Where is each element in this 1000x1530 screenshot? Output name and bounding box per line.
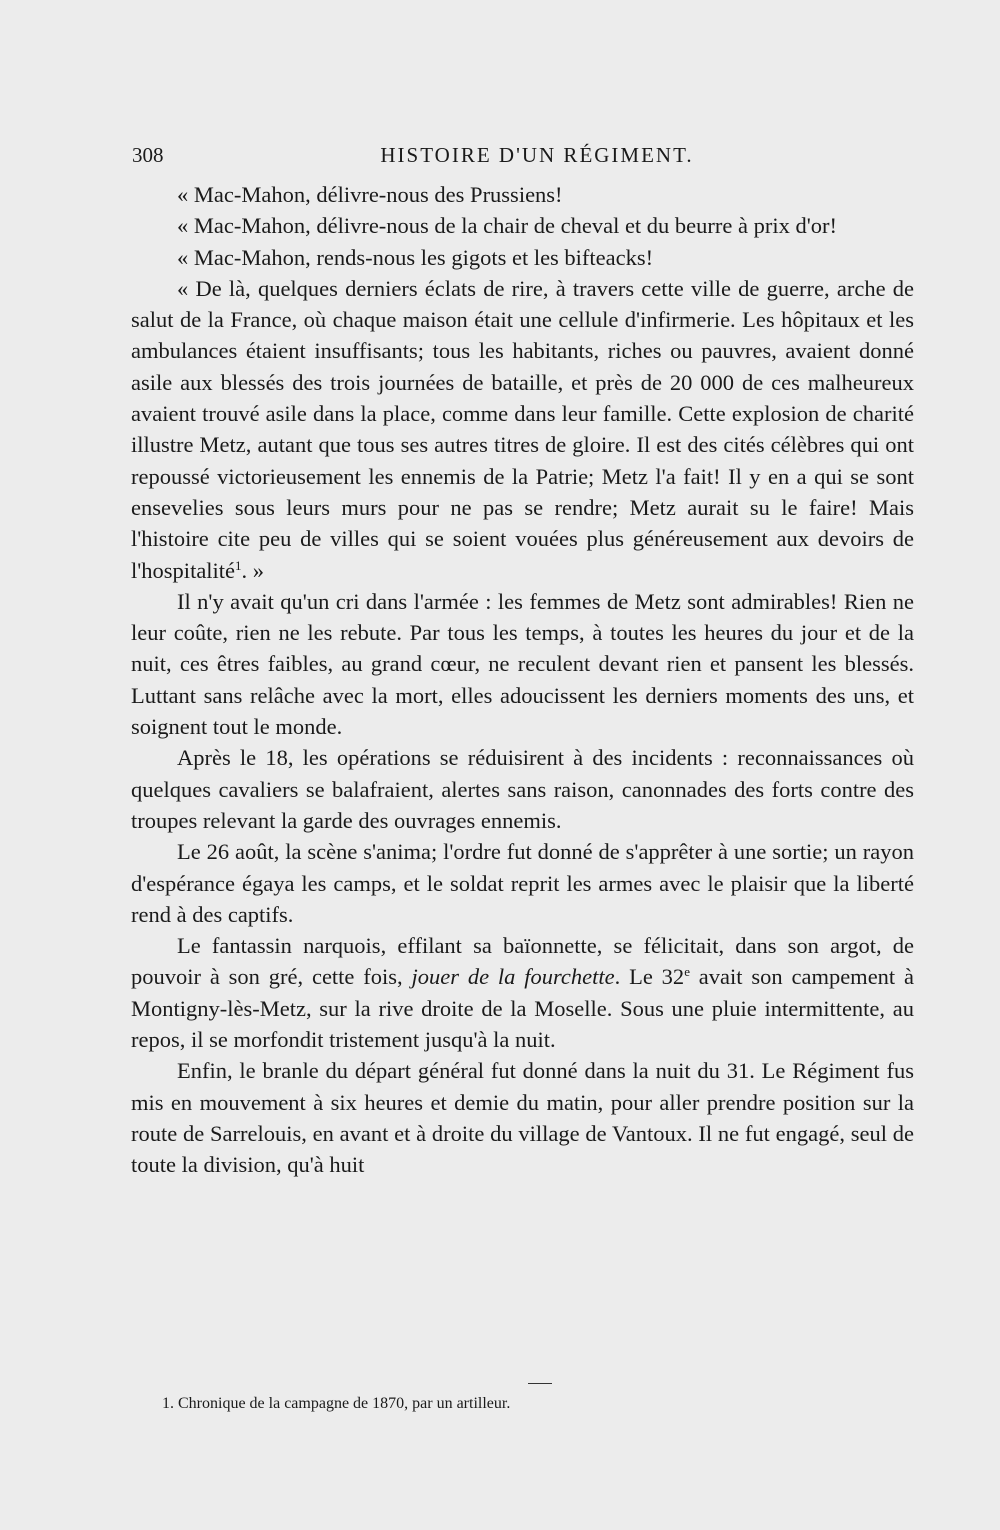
paragraph: Après le 18, les opérations se réduisirent à des incidents : reconnaissances où quelques cavaliers se balafraient, alertes sans raison, canonnades des forts contre des troupes relevant la garde des ouvrages ennemis.: [131, 745, 914, 833]
footnote-number: 1.: [162, 1395, 174, 1412]
paragraph-text: . Le 32: [614, 964, 685, 990]
paragraph: « Mac-Mahon, délivre-nous des Prussiens!: [177, 182, 563, 207]
paragraph-text: avait son campement à Montigny-lès-Metz, sur la rive droite de la Moselle. Sous une pluie intermittente, au repos, il se morfondit tristement jusqu'à la nuit.: [131, 964, 915, 1053]
paragraph: Le 26 août, la scène s'anima; l'ordre fut donné de s'apprêter à une sortie; un rayon d'espérance égaya les camps, et le soldat reprit les armes avec le plaisir que la liberté rend à des captifs.: [131, 839, 914, 927]
paragraph: Enfin, le branle du départ général fut donné dans la nuit du 31. Le Régiment fus mis en mouvement à six heures et demie du matin, pour aller prendre position sur la route de Sarrelouis, en avant et à droite du village de Vantoux. Il ne fut engagé, seul de toute la division, qu'à huit: [131, 1058, 914, 1178]
footnote-separator: [528, 1383, 552, 1384]
paragraph: « Mac-Mahon, délivre-nous de la chair de cheval et du beurre à prix d'or!: [177, 213, 838, 239]
paragraph: « Mac-Mahon, rends-nous les gigots et les bifteacks!: [177, 244, 654, 270]
body-text: [131, 179, 914, 1181]
paragraph: Il n'y avait qu'un cri dans l'armée : les femmes de Metz sont admirables! Rien ne leur coûte, rien ne les rebute. Par tous les temps, à toutes les heures du jour et de la nuit, ces êtres faibles, au grand cœur, ne reculent devant rien et pansent les blessés. Luttant sans relâche avec la mort, elles adoucissent les derniers moments des uns, et soignent tout le monde.: [131, 588, 914, 740]
paragraph-text: Le fantassin narquois, effilant sa baïonnette, se félicitait, dans son argot, de pouvoir à son gré, cette fois,: [131, 933, 914, 990]
italic-phrase: jouer de la fourchette: [411, 964, 615, 990]
page-number: 308: [132, 143, 164, 167]
quote-close: . »: [241, 557, 265, 583]
ordinal-superscript: e: [684, 964, 690, 980]
footnote-reference: 1: [235, 557, 242, 573]
paragraph-text: « De là, quelques derniers éclats de rire, à travers cette ville de guerre, arche de salut de la France, où chaque maison était une cellule d'infirmerie. Les hôpitaux et les ambulances étaient insuffisants; tous les habitants, riches ou pauvres, avaient donné asile aux blessés des trois journées de bataille, et près de 20 000 de ces malheureux avaient trouvé asile dans la place, comme dans leur famille. Cette explosion de charité illustre Metz, autant que tous ses autres titres de gloire. Il est des cités célèbres qui ont repoussé victorieusement les ennemis de la Patrie; Metz l'a fait! Il y en a qui se sont ensevelies sous leurs murs pour ne pas se rendre; Metz aurait su le faire! Mais l'histoire cite peu de villes qui se soient vouées plus généreusement aux devoirs de l'hospitalité: [131, 275, 914, 583]
paragraph: [131, 930, 914, 1055]
running-title: HISTOIRE D'UN RÉGIMENT.: [380, 143, 694, 167]
footnote-text: Chronique de la campagne de 1870, par un artilleur.: [178, 1395, 511, 1412]
page-header: [132, 143, 912, 173]
footnote: [162, 1392, 862, 1416]
paragraph: [131, 273, 914, 586]
